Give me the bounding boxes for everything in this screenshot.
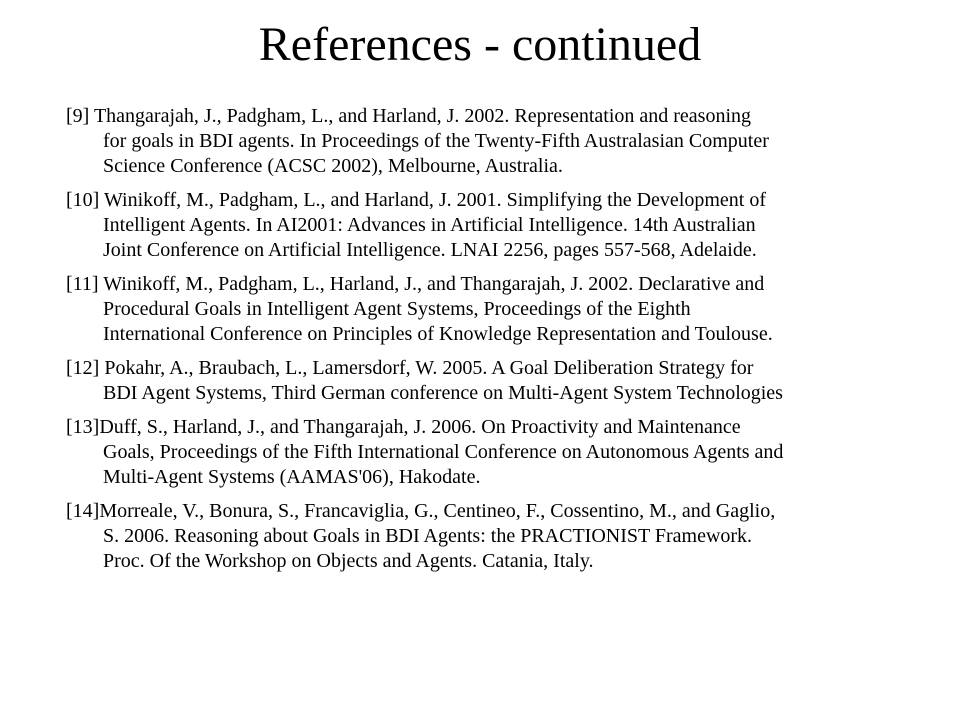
reference-item-14 <box>66 499 946 574</box>
reference-line: for goals in BDI agents. In Proceedings of the Twenty-Fifth Australasian Computer <box>103 130 769 152</box>
reference-line: Multi-Agent Systems (AAMAS'06), Hakodate. <box>103 466 481 488</box>
reference-line: [14]Morreale, V., Bonura, S., Francaviglia, G., Centineo, F., Cossentino, M., and Gaglio, <box>66 500 776 522</box>
reference-line: [11] Winikoff, M., Padgham, L., Harland, J., and Thangarajah, J. 2002. Declarative and <box>66 273 765 295</box>
reference-item-9 <box>66 104 946 179</box>
reference-line: Intelligent Agents. In AI2001: Advances in Artificial Intelligence. 14th Australian <box>103 214 756 236</box>
reference-line: [10] Winikoff, M., Padgham, L., and Harland, J. 2001. Simplifying the Development of <box>66 189 767 211</box>
reference-list <box>66 104 946 583</box>
reference-line: BDI Agent Systems, Third German conference on Multi-Agent System Technologies <box>103 382 783 404</box>
reference-item-10 <box>66 188 946 263</box>
reference-line: Joint Conference on Artificial Intelligence. LNAI 2256, pages 557-568, Adelaide. <box>103 239 757 261</box>
reference-line: [9] Thangarajah, J., Padgham, L., and Harland, J. 2002. Representation and reasoning <box>66 105 751 127</box>
reference-item-12 <box>66 356 946 406</box>
reference-line: S. 2006. Reasoning about Goals in BDI Agents: the PRACTIONIST Framework. <box>103 525 753 547</box>
reference-line: [12] Pokahr, A., Braubach, L., Lamersdorf, W. 2005. A Goal Deliberation Strategy for <box>66 357 754 379</box>
reference-item-13 <box>66 415 946 490</box>
reference-line: Proc. Of the Workshop on Objects and Agents. Catania, Italy. <box>103 550 594 572</box>
reference-line: Procedural Goals in Intelligent Agent Systems, Proceedings of the Eighth <box>103 298 691 320</box>
reference-line: [13]Duff, S., Harland, J., and Thangarajah, J. 2006. On Proactivity and Maintenance <box>66 416 741 438</box>
reference-item-11 <box>66 272 946 347</box>
reference-line: Science Conference (ACSC 2002), Melbourne, Australia. <box>103 155 563 177</box>
reference-line: International Conference on Principles of Knowledge Representation and Toulouse. <box>103 323 773 345</box>
reference-line: Goals, Proceedings of the Fifth International Conference on Autonomous Agents and <box>103 441 784 463</box>
slide-title: References - continued <box>258 18 702 71</box>
